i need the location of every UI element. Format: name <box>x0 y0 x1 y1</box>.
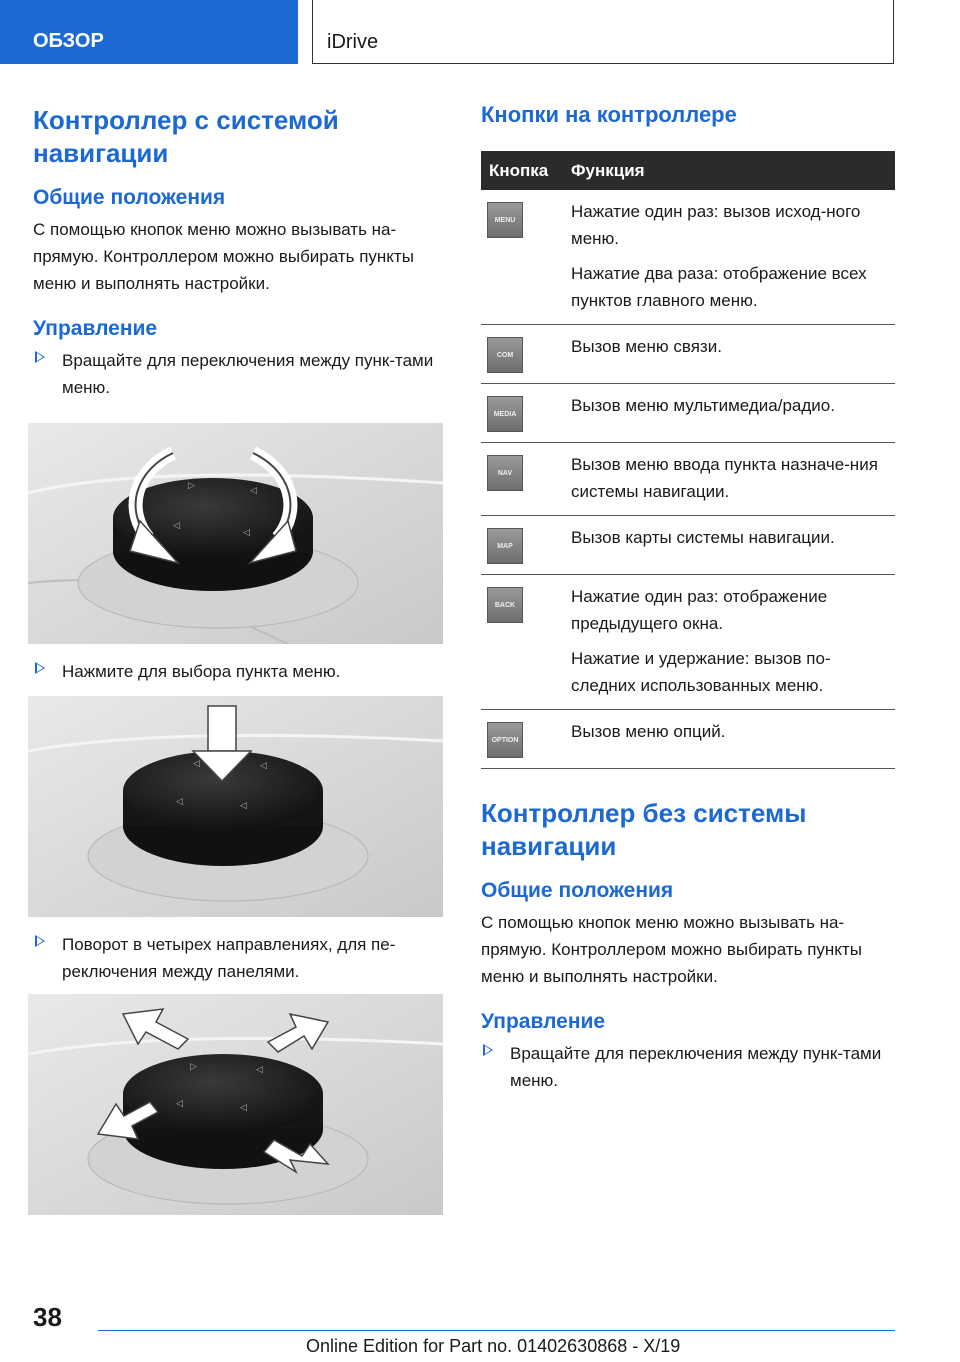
svg-text:◁: ◁ <box>256 1064 263 1074</box>
triangle-bullet-icon <box>35 935 45 947</box>
general-text-2: С помощью кнопок меню можно вызывать на-прямую. Контроллером можно выбирать пункты меню и выполнять настройки. <box>481 913 862 986</box>
left-column <box>33 104 448 401</box>
section-label: ОБЗОР <box>33 30 104 52</box>
svg-text:◁: ◁ <box>176 796 183 806</box>
svg-text:◁: ◁ <box>243 527 250 537</box>
table-row <box>481 710 895 769</box>
svg-text:◁: ◁ <box>176 1098 183 1108</box>
map-key-icon: MAP <box>487 528 523 564</box>
step-rotate-text: Вращайте для переключения между пунк-тами меню. <box>62 351 434 397</box>
step-rotate-2-text: Вращайте для переключения между пунк-тами меню. <box>510 1044 882 1090</box>
com-key-icon: COM <box>487 337 523 373</box>
svg-text:◁: ◁ <box>193 758 200 768</box>
table-row <box>481 575 895 710</box>
table-row <box>481 516 895 575</box>
row-text: Вызов карты системы навигации. <box>571 528 835 547</box>
svg-text:▷: ▷ <box>188 480 195 490</box>
back-key-icon: BACK <box>487 587 523 623</box>
page-number: 38 <box>33 1302 62 1332</box>
row-text: Нажатие один раз: отображение предыдущего окна. <box>571 587 828 633</box>
table-row <box>481 443 895 516</box>
footer-edition: Online Edition for Part no. 01402630868 - X/19 <box>306 1336 681 1356</box>
row-text: Вызов меню опций. <box>571 722 726 741</box>
chapter-tab <box>312 0 894 64</box>
row-text: Нажатие два раза: отображение всех пунктов главного меню. <box>571 264 867 310</box>
buttons-heading: Кнопки на контроллере <box>481 102 737 127</box>
controller-rotate-image <box>28 423 443 644</box>
row-text: Вызов меню ввода пункта назначе-ния системы навигации. <box>571 455 878 501</box>
menu-key-icon: MENU <box>487 202 523 238</box>
row-text: Нажатие один раз: вызов исход-ного меню. <box>571 202 861 248</box>
general-heading-2: Общие положения <box>481 879 674 902</box>
nav-key-icon: NAV <box>487 455 523 491</box>
table-row <box>481 325 895 384</box>
footer-divider <box>98 1330 895 1331</box>
svg-text:◁: ◁ <box>173 520 180 530</box>
svg-text:◁: ◁ <box>240 800 247 810</box>
step-tilt <box>33 931 448 985</box>
step-press-block <box>33 658 448 685</box>
step-rotate <box>33 347 448 401</box>
table-row <box>481 190 895 325</box>
table-header-row <box>481 151 895 190</box>
chapter-label: iDrive <box>327 31 379 53</box>
controller-press-image <box>28 696 443 917</box>
right-column <box>481 101 896 1094</box>
control-heading: Управление <box>33 317 158 340</box>
controller-press-illustration <box>28 696 443 917</box>
step-tilt-block <box>33 931 448 985</box>
controller-rotate-illustration <box>28 423 443 644</box>
buttons-table <box>481 151 895 769</box>
row-text: Вызов меню связи. <box>571 337 722 356</box>
svg-text:▷: ▷ <box>190 1061 197 1071</box>
controller-tilt-illustration <box>28 994 443 1215</box>
table-row <box>481 384 895 443</box>
svg-text:◁: ◁ <box>250 485 257 495</box>
controller-tilt-image <box>28 994 443 1215</box>
option-key-icon: OPTION <box>487 722 523 758</box>
col-button-header: Кнопка <box>481 151 563 190</box>
triangle-bullet-icon <box>35 662 45 674</box>
step-rotate-2 <box>481 1040 896 1094</box>
step-tilt-text: Поворот в четырех направлениях, для пе-реключения между панелями. <box>62 935 396 981</box>
row-text: Нажатие и удержание: вызов по-следних использованных меню. <box>571 649 831 695</box>
svg-text:◁: ◁ <box>240 1102 247 1112</box>
triangle-bullet-icon <box>483 1044 493 1056</box>
row-text: Вызов меню мультимедиа/радио. <box>571 396 835 415</box>
general-text: С помощью кнопок меню можно вызывать на-прямую. Контроллером можно выбирать пункты меню и выполнять настройки. <box>33 220 414 293</box>
step-press <box>33 658 448 685</box>
general-heading: Общие положения <box>33 186 226 209</box>
section-tab <box>0 0 298 64</box>
section-title: Контроллер с системой навигации <box>33 105 339 168</box>
media-key-icon: MEDIA <box>487 396 523 432</box>
svg-text:◁: ◁ <box>260 760 267 770</box>
triangle-bullet-icon <box>35 351 45 363</box>
control-heading-2: Управление <box>481 1010 606 1033</box>
step-press-text: Нажмите для выбора пункта меню. <box>62 662 341 681</box>
col-function-header: Функция <box>563 151 895 190</box>
section-title-2: Контроллер без системы навигации <box>481 798 807 861</box>
